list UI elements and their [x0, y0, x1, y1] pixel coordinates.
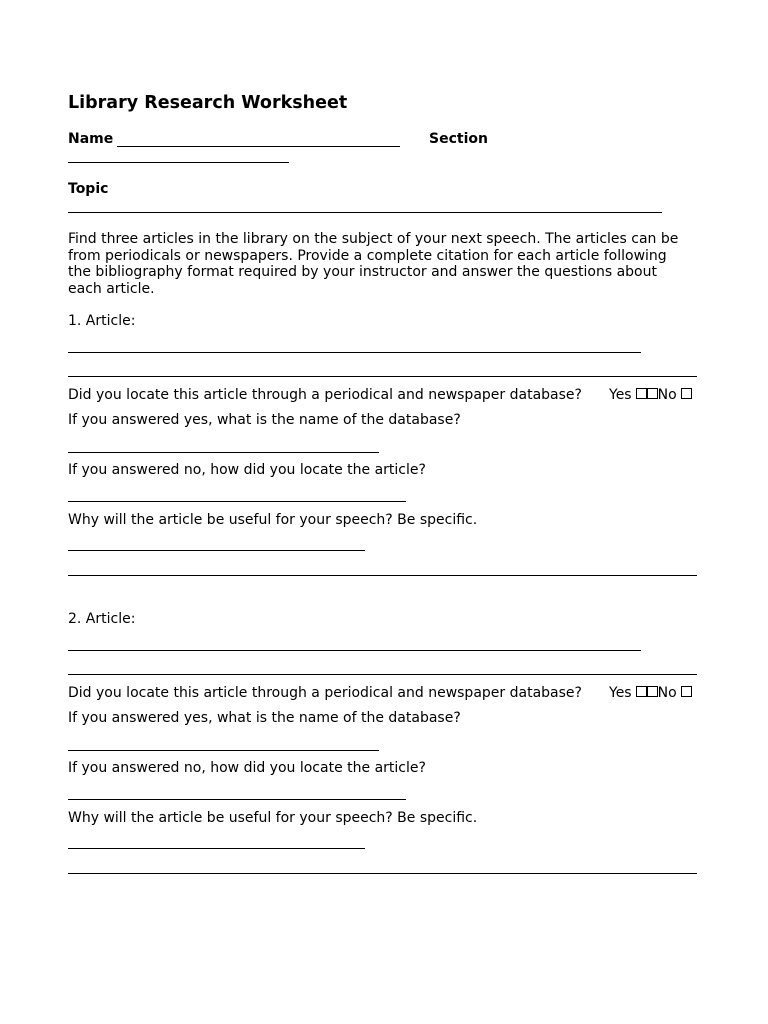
yes-checkbox[interactable]	[636, 686, 647, 697]
article-1-yes-no	[609, 386, 692, 404]
article-2-yes-question: If you answered yes, what is the name of the database?	[68, 710, 461, 726]
article-2-useful-question: Why will the article be useful for your speech? Be specific.	[68, 810, 478, 826]
article-2-label: 2. Article:	[68, 611, 136, 627]
section-label: Section	[429, 131, 488, 147]
no-label: No	[657, 387, 677, 403]
article-1-no-question: If you answered no, how did you locate the article?	[68, 462, 426, 478]
no-label: No	[657, 685, 677, 701]
article-1-database-name-line[interactable]	[68, 452, 379, 453]
spacer-box	[647, 388, 658, 399]
article-1-citation-line-2[interactable]	[68, 376, 697, 377]
section-field-line[interactable]	[68, 162, 289, 163]
topic-field-line[interactable]	[68, 212, 662, 213]
article-1-locate-line[interactable]	[68, 501, 406, 502]
no-checkbox[interactable]	[681, 388, 692, 399]
article-2-useful-line-1[interactable]	[68, 848, 365, 849]
name-label: Name	[68, 131, 114, 147]
article-2-locate-line[interactable]	[68, 799, 406, 800]
article-2-citation-line-1[interactable]	[68, 650, 641, 651]
article-2-no-question: If you answered no, how did you locate the article?	[68, 760, 426, 776]
spacer-box	[647, 686, 658, 697]
page-title: Library Research Worksheet	[68, 93, 348, 113]
article-2-database-question: Did you locate this article through a periodical and newspaper database?	[68, 685, 582, 701]
article-2-database-name-line[interactable]	[68, 750, 379, 751]
topic-label: Topic	[68, 181, 109, 197]
article-2-useful-line-2[interactable]	[68, 873, 697, 874]
worksheet-page	[68, 0, 698, 1024]
yes-checkbox[interactable]	[636, 388, 647, 399]
article-1-useful-question: Why will the article be useful for your speech? Be specific.	[68, 512, 478, 528]
article-1-database-question: Did you locate this article through a periodical and newspaper database?	[68, 387, 582, 403]
article-2-yes-no	[609, 684, 692, 702]
yes-label: Yes	[609, 685, 632, 701]
name-field-line[interactable]	[117, 146, 400, 147]
article-1-citation-line-1[interactable]	[68, 352, 641, 353]
article-1-yes-question: If you answered yes, what is the name of the database?	[68, 412, 461, 428]
yes-label: Yes	[609, 387, 632, 403]
article-2-citation-line-2[interactable]	[68, 674, 697, 675]
article-1-useful-line-1[interactable]	[68, 550, 365, 551]
no-checkbox[interactable]	[681, 686, 692, 697]
article-1-useful-line-2[interactable]	[68, 575, 697, 576]
article-1-label: 1. Article:	[68, 313, 136, 329]
instructions-paragraph: Find three articles in the library on the subject of your next speech. The articles can be from periodicals or newspapers. Provide a complete citation for each article following the bibliography format required by your instructor and answer the questions about each article.	[68, 231, 679, 297]
